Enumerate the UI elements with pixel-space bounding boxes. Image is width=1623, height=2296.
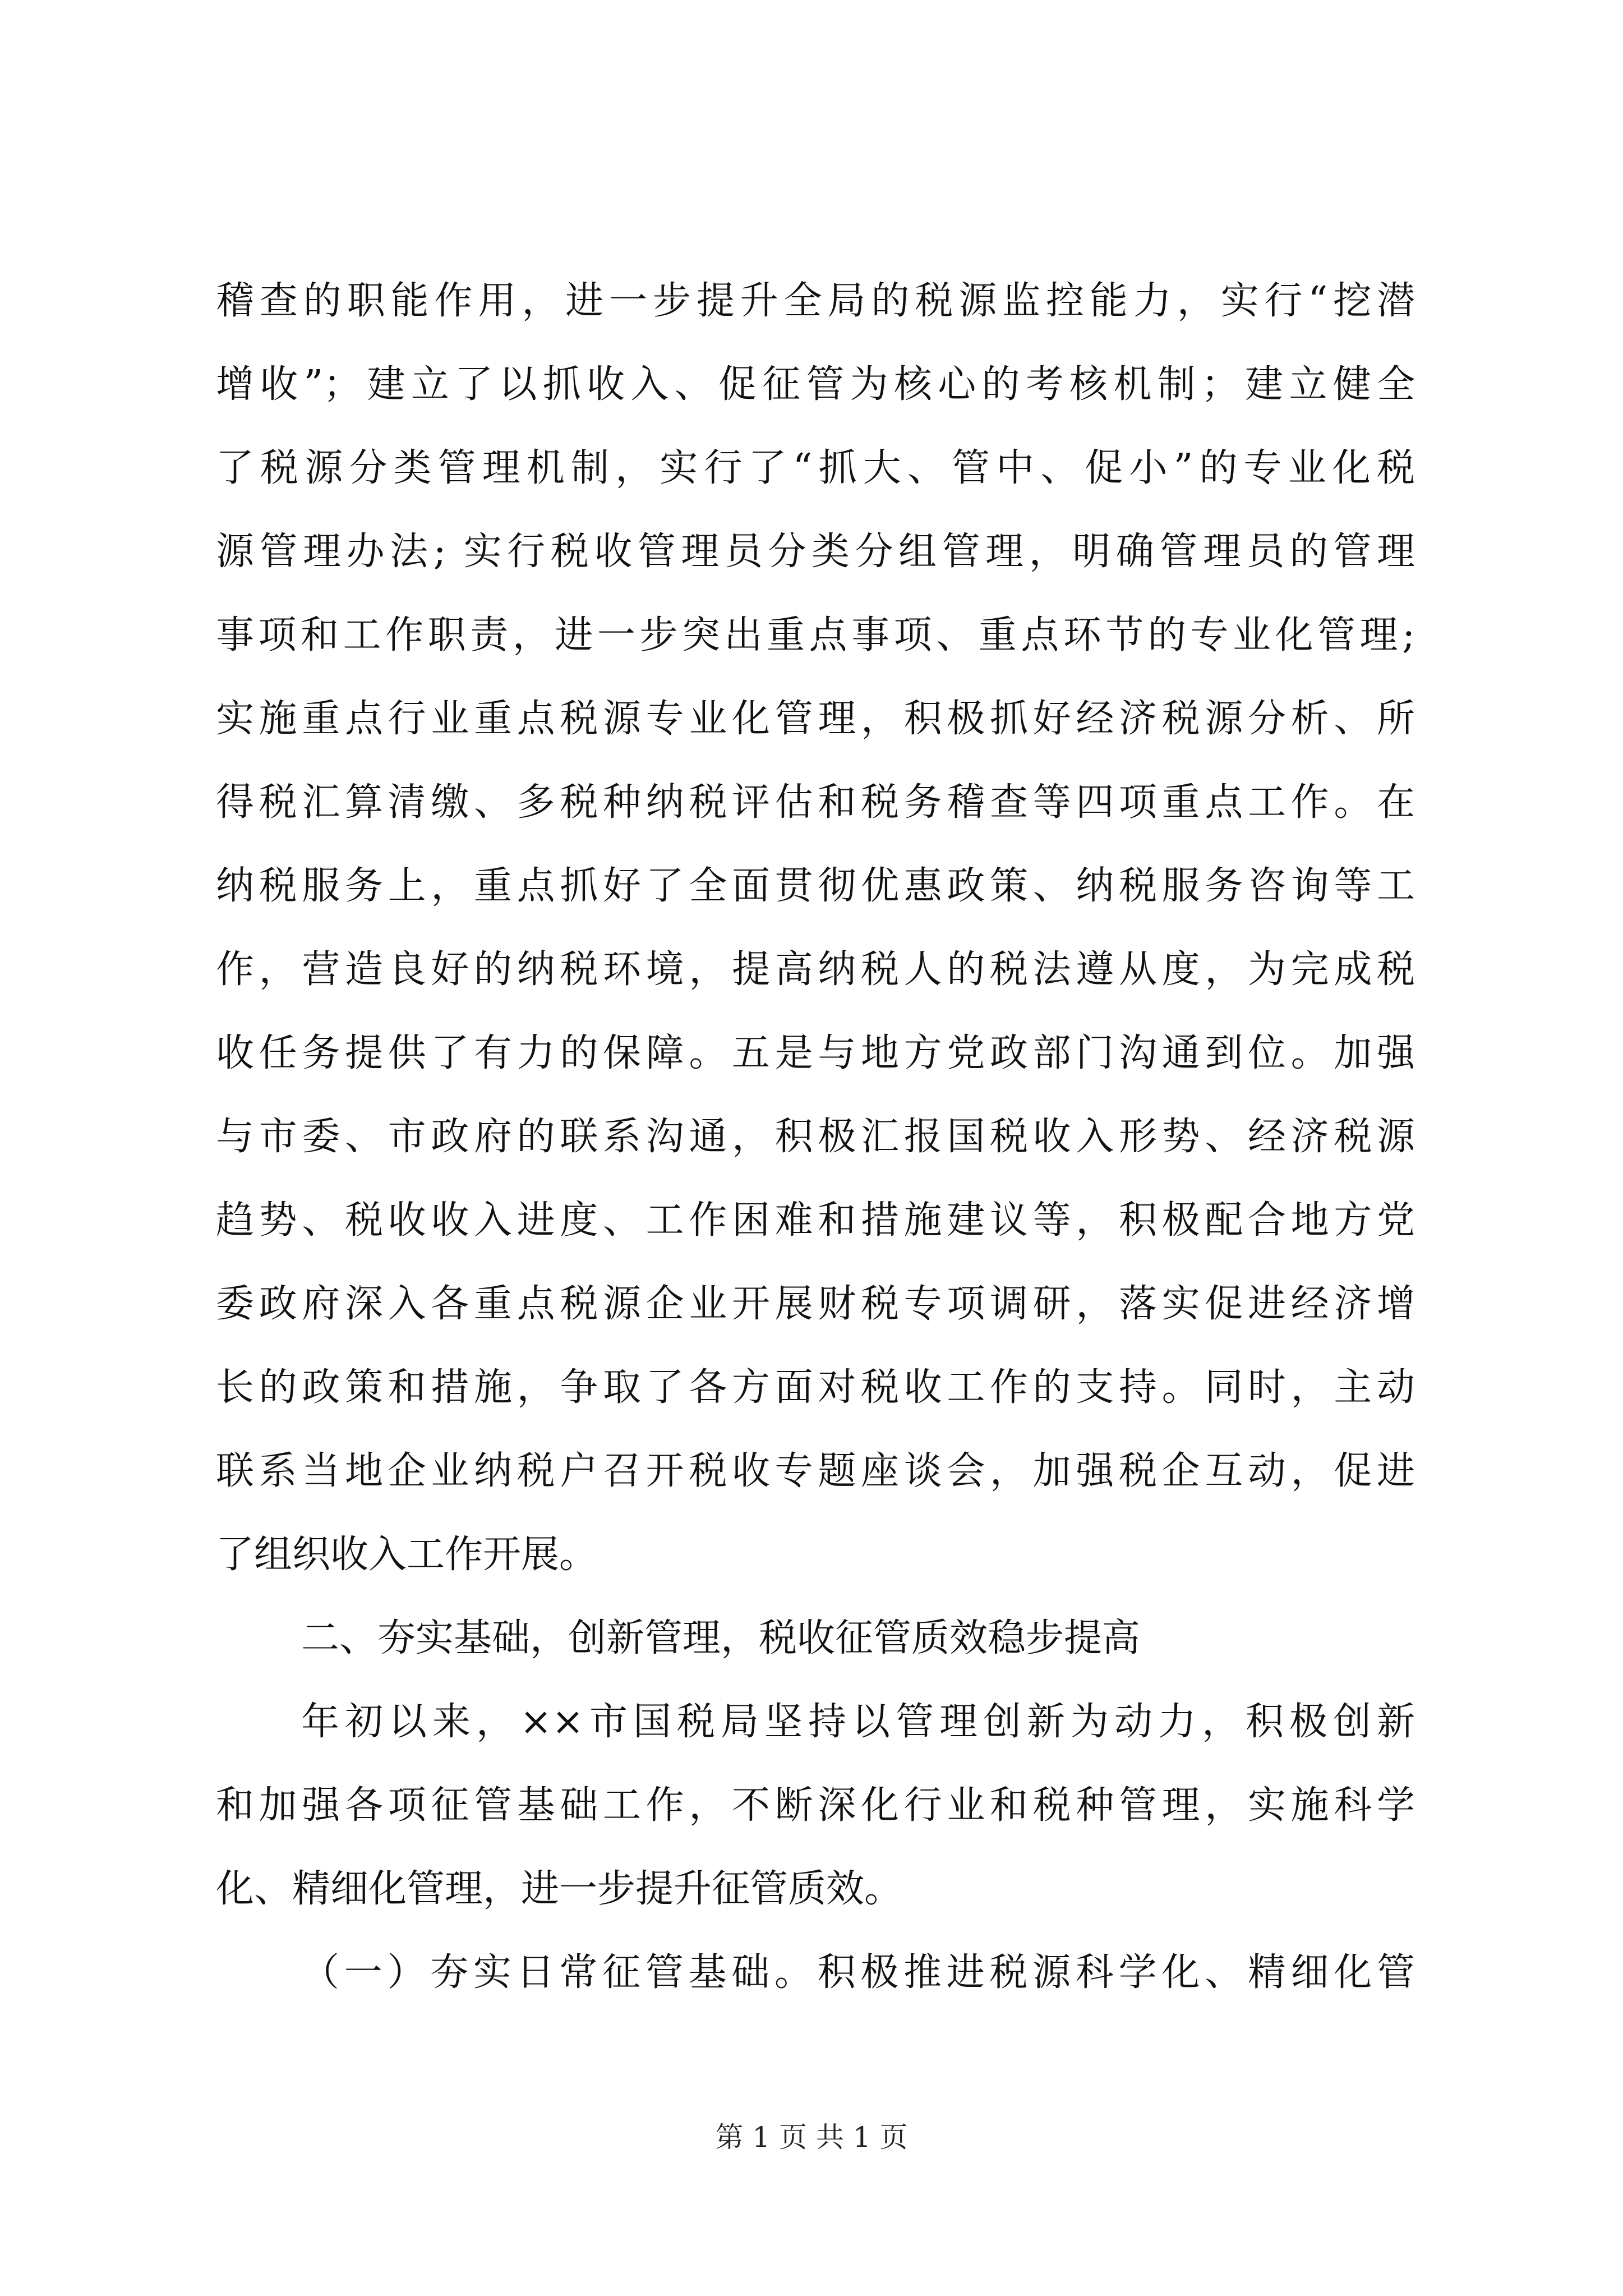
text-line: 源管理办法; 实行税收管理员分类分组管理，明确管理员的管理	[216, 530, 1415, 574]
text-line: 增收”；建立了以抓收入、促征管为核心的考核机制；建立健全	[216, 362, 1415, 407]
text-line: 作，营造良好的纳税环境，提高纳税人的税法遵从度，为完成税	[216, 947, 1415, 992]
body-text	[216, 259, 1415, 2014]
text-line: 事项和工作职责，进一步突出重点事项、重点环节的专业化管理;	[216, 613, 1415, 657]
text-line: 化、精细化管理，进一步提升征管质效。	[216, 1867, 903, 1911]
section-heading: 二、夯实基础，创新管理，税收征管质效稳步提高	[301, 1616, 1141, 1660]
text-line: 了税源分类管理机制，实行了“抓大、管中、促小”的专业化税	[216, 446, 1415, 490]
text-line: 年初以来，××市国税局坚持以管理创新为动力，积极创新	[301, 1700, 1415, 1744]
text-line: 趋势、税收收入进度、工作困难和措施建议等，积极配合地方党	[216, 1198, 1415, 1243]
text-line: 纳税服务上，重点抓好了全面贯彻优惠政策、纳税服务咨询等工	[216, 864, 1415, 908]
text-line: 委政府深入各重点税源企业开展财税专项调研，落实促进经济增	[216, 1282, 1415, 1326]
text-line: 与市委、市政府的联系沟通，积极汇报国税收入形势、经济税源	[216, 1115, 1415, 1159]
text-line: 了组织收入工作开展。	[216, 1533, 598, 1577]
text-line: 长的政策和措施，争取了各方面对税收工作的支持。同时，主动	[216, 1365, 1415, 1410]
text-line: 实施重点行业重点税源专业化管理，积极抓好经济税源分析、所	[216, 697, 1415, 741]
text-line: 收任务提供了有力的保障。五是与地方党政部门沟通到位。加强	[216, 1031, 1415, 1075]
text-line: 稽查的职能作用，进一步提升全局的税源监控能力，实行“挖潜	[216, 279, 1415, 323]
text-line: 和加强各项征管基础工作，不断深化行业和税种管理，实施科学	[216, 1783, 1415, 1828]
subsection-line: （一）夯实日常征管基础。积极推进税源科学化、精细化管	[301, 1950, 1415, 1995]
text-line: 联系当地企业纳税户召开税收专题座谈会，加强税企互动，促进	[216, 1449, 1415, 1493]
page-footer: 第 1 页 共 1 页	[715, 2121, 908, 2154]
text-line: 得税汇算清缴、多税种纳税评估和税务稽查等四项重点工作。在	[216, 780, 1415, 825]
